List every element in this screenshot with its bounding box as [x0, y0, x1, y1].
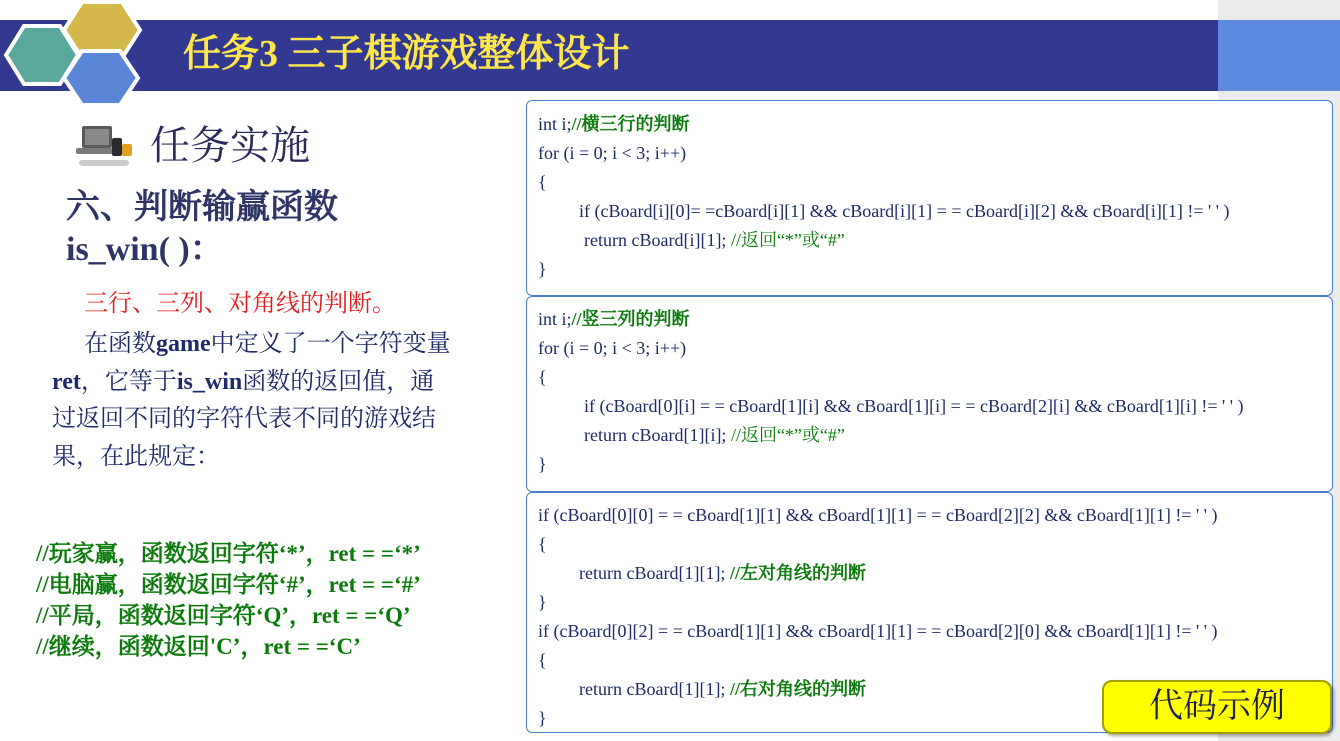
code-line: } [538, 708, 547, 728]
code-line: int i;//竖三列的判断 [538, 309, 690, 329]
rule-line: //玩家赢，函数返回字符‘*’，ret = =‘*’ [36, 541, 421, 566]
function-name: is_win( )： [66, 231, 224, 268]
code-line: return cBoard[1][1]; //右对角线的判断 [579, 679, 866, 699]
code-line: { [538, 534, 547, 554]
highlight-note: 三行、三列、对角线的判断。 [84, 291, 396, 317]
function-heading: 六、判断输赢函数 [66, 189, 338, 226]
code-comment: //返回“*”或“#” [730, 425, 845, 445]
para-text: ，它等于 [80, 368, 177, 395]
code-comment: //竖三列的判断 [571, 309, 690, 329]
code-line: for (i = 0; i < 3; i++) [538, 143, 687, 163]
laptop-icon [76, 124, 132, 170]
code-line: return cBoard[1][1]; //左对角线的判断 [579, 563, 866, 583]
code-comment: //右对角线的判断 [729, 679, 866, 699]
code-example-button[interactable]: 代码示例 [1102, 680, 1332, 734]
code-comment: //左对角线的判断 [729, 563, 866, 583]
code-line: if (cBoard[0][i] = = cBoard[1][i] && cBoard[1][i] = = cBoard[2][i] && cBoard[1][i] != ' ' ) [584, 396, 1244, 416]
code-line: } [538, 454, 547, 474]
para-code: game [156, 331, 211, 357]
code-line: return cBoard[1][i]; //返回“*”或“#” [584, 425, 845, 445]
description-paragraph [52, 326, 492, 476]
code-line: { [538, 367, 547, 387]
title-banner-accent [1218, 20, 1340, 91]
code-line: { [538, 650, 547, 670]
rule-line: //电脑赢，函数返回字符‘#’，ret = =‘#’ [36, 572, 421, 597]
hexagon-logo-icon [0, 0, 160, 105]
para-text: 在函数 [84, 331, 156, 357]
para-text: 中定义了一个字符变量 [210, 331, 451, 357]
para-code: ret [52, 368, 81, 395]
para-text: 过返回不同的字符代表不同的游戏结 [52, 406, 436, 432]
code-line: for (i = 0; i < 3; i++) [538, 338, 687, 358]
code-line: return cBoard[i][1]; //返回“*”或“#” [584, 230, 845, 250]
code-box-rows [526, 100, 1333, 296]
code-box-columns [526, 296, 1333, 492]
para-text: 果，在此规定： [52, 443, 220, 470]
code-line: if (cBoard[0][0] = = cBoard[1][1] && cBoard[1][1] = = cBoard[2][2] && cBoard[1][1] != ' ' ) [538, 505, 1218, 525]
return-rules [36, 538, 421, 662]
code-line: { [538, 172, 547, 192]
para-code: is_win [176, 368, 243, 395]
rule-line: //继续，函数返回'C’，ret = =‘C’ [36, 634, 361, 659]
section-heading: 任务实施 [150, 123, 310, 168]
code-line: } [538, 259, 547, 279]
code-comment: //返回“*”或“#” [730, 230, 845, 250]
code-line: int i;//横三行的判断 [538, 114, 690, 134]
para-text: 函数的返回值，通 [242, 368, 435, 395]
rule-line: //平局，函数返回字符‘Q’，ret = =‘Q’ [36, 603, 411, 628]
page-title: 任务3 三子棋游戏整体设计 [183, 33, 630, 75]
code-comment: //横三行的判断 [571, 114, 690, 134]
code-line: } [538, 592, 547, 612]
code-line: if (cBoard[i][0]= =cBoard[i][1] && cBoard[i][1] = = cBoard[i][2] && cBoard[i][1] != ' ' ) [579, 201, 1230, 221]
code-line: if (cBoard[0][2] = = cBoard[1][1] && cBoard[1][1] = = cBoard[2][0] && cBoard[1][1] != ' ' ) [538, 621, 1218, 641]
